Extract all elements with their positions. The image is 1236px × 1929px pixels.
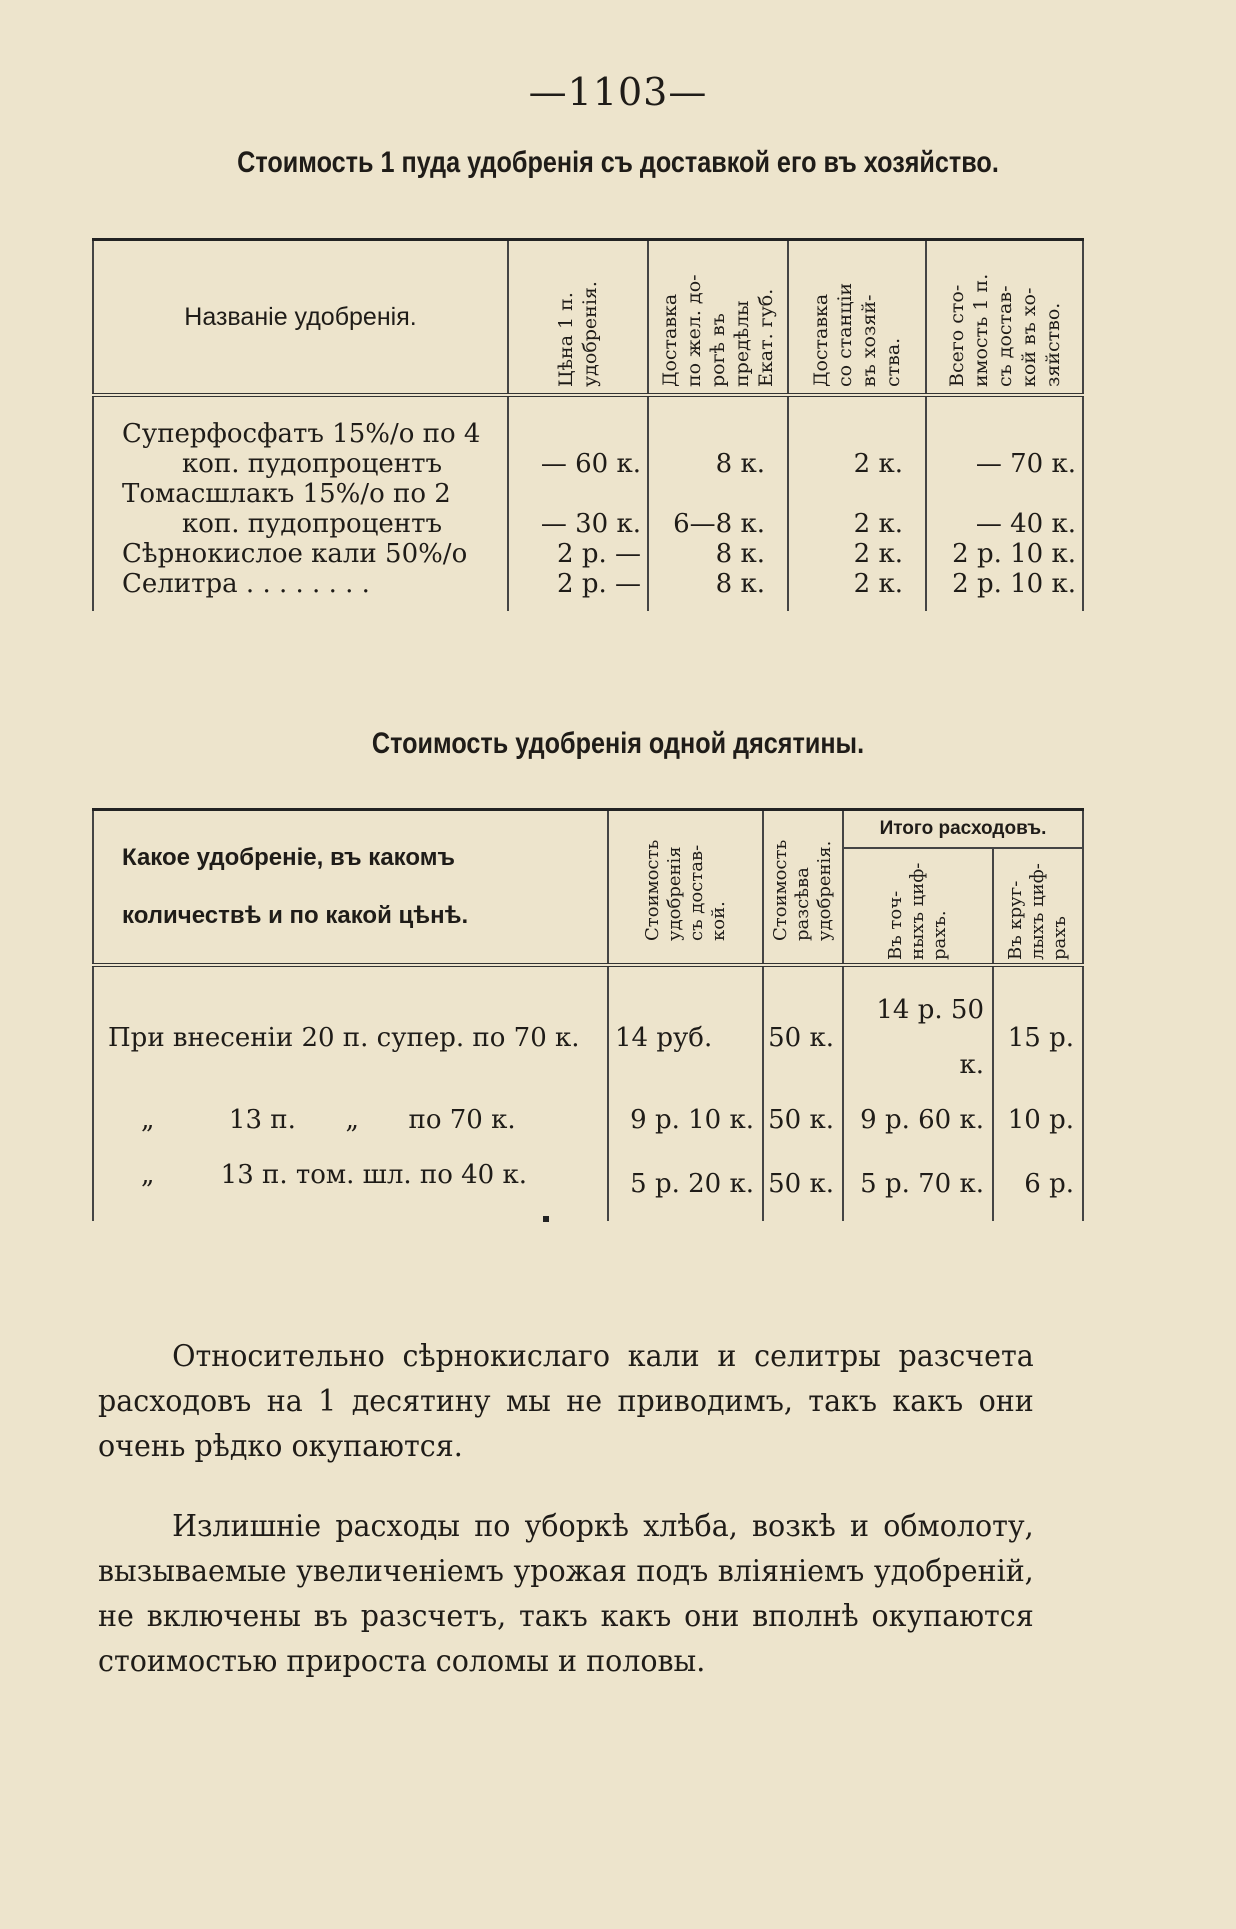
table2-title: Стоимость удобренія одной дясятины. <box>371 727 865 760</box>
row-name: Томасшлакъ 15%/о по 2 <box>122 479 451 509</box>
header-exact: Въ точ- ныхъ циф- рахъ. <box>843 848 993 965</box>
header-cost: Стоимость удобренія съ достав- кой. <box>608 810 763 966</box>
ink-dot <box>543 1216 549 1222</box>
row-cost: 5 р. 20 к. <box>608 1148 763 1221</box>
fertilizer-cost-per-desyatina-table <box>92 808 1084 1221</box>
table-header-row <box>93 240 1083 396</box>
row-station: 2 к. <box>788 479 926 539</box>
row-name: Селитра . . . . . . . . <box>93 569 508 611</box>
row-cost: 9 р. 10 к. <box>608 1093 763 1148</box>
table-row <box>93 569 1083 611</box>
table-row <box>93 1148 1083 1221</box>
row-exact: 14 р. 50 к. <box>843 965 993 1093</box>
row-station: 2 к. <box>788 539 926 569</box>
fertilizer-price-table <box>92 238 1084 611</box>
row-name: При внесеніи 20 п. супер. по 70 к. <box>93 965 608 1093</box>
row-rail: 8 к. <box>648 395 788 479</box>
row-rail: 6—8 к. <box>648 479 788 539</box>
row-spread: 50 к. <box>763 1093 843 1148</box>
header-price: Цѣна 1 п. удобренія. <box>508 240 648 396</box>
row-price: — 60 к. <box>508 395 648 479</box>
table-row <box>93 479 1083 539</box>
header-spread: Стоимость разсѣва удобренія. <box>763 810 843 966</box>
row-name: Суперфосфатъ 15%/о по 4 <box>122 419 481 449</box>
table1-title: Стоимость 1 пуда удобренія съ доставкой его въ хозяйство. <box>237 146 999 179</box>
row-rail: 8 к. <box>648 539 788 569</box>
row-round: 10 р. <box>993 1093 1083 1148</box>
row-spread: 50 к. <box>763 965 843 1093</box>
header-name: Названіе удобренія. <box>93 240 508 396</box>
row-total: — 70 к. <box>926 395 1083 479</box>
row-price: — 30 к. <box>508 479 648 539</box>
row-name: „ 13 п. „ по 70 к. <box>93 1093 608 1148</box>
row-total: 2 р. 10 к. <box>926 569 1083 611</box>
row-rail: 8 к. <box>648 569 788 611</box>
table-row <box>93 1093 1083 1148</box>
row-station: 2 к. <box>788 395 926 479</box>
table-row <box>93 965 1083 1093</box>
row-name-cont: коп. пудопроцентъ <box>182 509 443 539</box>
row-total: 2 р. 10 к. <box>926 539 1083 569</box>
row-name-cont: коп. пудопроцентъ <box>182 449 443 479</box>
header-total: Всего сто- имость 1 п. съ достав- кой въ хо- зяйство. <box>926 240 1083 396</box>
row-station: 2 к. <box>788 569 926 611</box>
table-row <box>93 395 1083 479</box>
table-row <box>93 539 1083 569</box>
row-exact: 5 р. 70 к. <box>843 1148 993 1221</box>
paragraph-extra-costs: Излишніе расходы по уборкѣ хлѣба, возкѣ и обмолоту, вызываемые увеличеніемъ урожая подъ вліяніемъ удобреній, не включены въ разсчетъ, такъ какъ они вполнѣ окупаются стоимостью прироста соломы и половы. <box>98 1509 1034 1679</box>
header-station: Доставка со станціи въ хозяй- ства. <box>788 240 926 396</box>
row-name: „ 13 п. том. шл. по 40 к. <box>93 1148 608 1221</box>
row-price: 2 р. — <box>508 569 648 611</box>
page-number: —1103— <box>528 70 708 114</box>
row-name: Сѣрнокислое кали 50%/о <box>93 539 508 569</box>
row-price: 2 р. — <box>508 539 648 569</box>
row-round: 6 р. <box>993 1148 1083 1221</box>
paragraph-potash-saltpeter: Относительно сѣрнокислаго кали и селитры разсчета расходовъ на 1 десятину мы не приводимъ, такъ какъ они очень рѣдко окупаются. <box>98 1339 1034 1464</box>
header-round: Въ круг- лыхъ циф- рахъ <box>993 848 1083 965</box>
row-exact: 9 р. 60 к. <box>843 1093 993 1148</box>
row-total: — 40 к. <box>926 479 1083 539</box>
row-round: 15 р. <box>993 965 1083 1093</box>
row-cost: 14 руб. <box>608 965 763 1093</box>
row-spread: 50 к. <box>763 1148 843 1221</box>
header-rail: Доставка по жел. до- рогѣ въ предѣлы Екат. губ. <box>648 240 788 396</box>
header-main: Какое удобреніе, въ какомъ количествѣ и по какой цѣнѣ. <box>93 810 608 966</box>
header-total: Итого расходовъ. <box>843 810 1083 849</box>
